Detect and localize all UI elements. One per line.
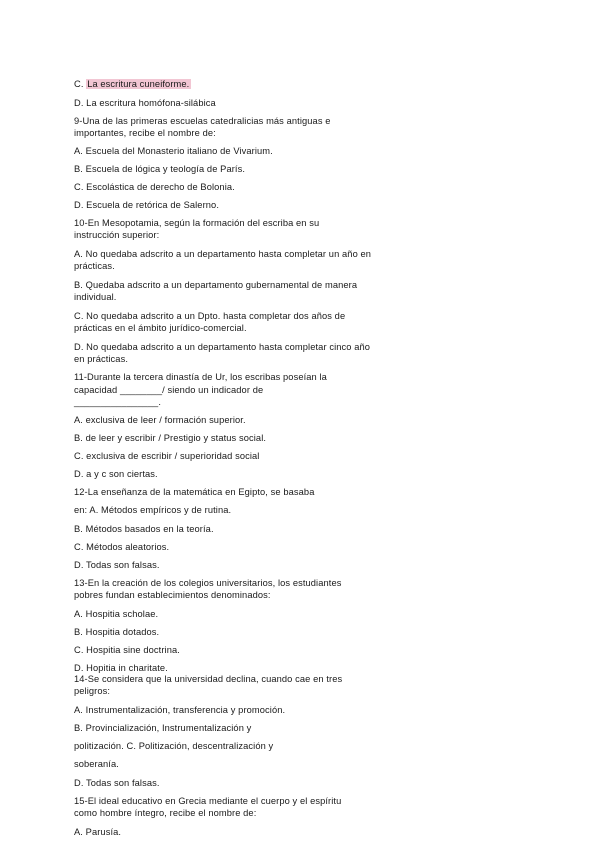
option-line: D. Todas son falsas. (74, 778, 160, 788)
text-line: D. La escritura homófona-silábica (74, 98, 216, 108)
option-line: prácticas en el ámbito jurídico-comercial. (74, 323, 247, 333)
option-line: A. exclusiva de leer / formación superior. (74, 415, 246, 425)
option-line: A. No quedaba adscrito a un departamento hasta completar un año en (74, 249, 372, 259)
option-line: en: A. Métodos empíricos y de rutina. (74, 505, 232, 515)
option-line: B. Escuela de lógica y teología de París. (74, 164, 246, 174)
question-line: instrucción superior: (74, 230, 160, 240)
option-line: B. Hospitia dotados. (74, 627, 160, 637)
question-line: peligros: (74, 686, 111, 696)
option-line: C. Escolástica de derecho de Bolonia. (74, 182, 235, 192)
question-line: 13-En la creación de los colegios universitarios, los estudiantes (74, 578, 342, 588)
option-line: politización. C. Politización, descentralización y (74, 741, 274, 751)
option-line: A. Instrumentalización, transferencia y promoción. (74, 705, 286, 715)
question-line: 14-Se considera que la universidad declina, cuando cae en tres (74, 674, 343, 684)
question-line: como hombre íntegro, recibe el nombre de: (74, 808, 257, 818)
option-line: B. Quedaba adscrito a un departamento gubernamental de manera (74, 280, 358, 290)
option-line: A. Hospitia scholae. (74, 609, 159, 619)
option-line: C. Hospitia sine doctrina. (74, 645, 180, 655)
option-line: C. No quedaba adscrito a un Dpto. hasta completar dos años de (74, 311, 346, 321)
option-line: prácticas. (74, 261, 115, 271)
text-line (74, 78, 191, 90)
question-line: 12-La enseñanza de la matemática en Egipto, se basaba (74, 487, 315, 497)
option-line: B. Métodos basados en la teoría. (74, 524, 214, 534)
option-line: D. Todas son falsas. (74, 560, 160, 570)
question-line: 10-En Mesopotamia, según la formación del escriba en su (74, 218, 320, 228)
option-line: en prácticas. (74, 354, 129, 364)
option-line: C. Métodos aleatorios. (74, 542, 170, 552)
option-line: individual. (74, 292, 117, 302)
question-line: pobres fundan establecimientos denominados: (74, 590, 271, 600)
question-line: 11-Durante la tercera dinastía de Ur, los escribas poseían la (74, 372, 327, 382)
option-line: D. Hopitia in charitate. (74, 663, 168, 673)
option-line: D. No quedaba adscrito a un departamento hasta completar cinco año (74, 342, 371, 352)
option-line: C. exclusiva de escribir / superioridad social (74, 451, 260, 461)
question-line: 15-El ideal educativo en Grecia mediante el cuerpo y el espíritu (74, 796, 342, 806)
option-line: A. Escuela del Monasterio italiano de Vivarium. (74, 146, 273, 156)
option-line: D. Escuela de retórica de Salerno. (74, 200, 219, 210)
question-line: ________________. (74, 397, 162, 407)
text-line-prefix: C. (74, 79, 87, 89)
highlighted-text: La escritura cuneiforme. (87, 79, 190, 89)
question-line: 9-Una de las primeras escuelas catedralicias más antiguas e (74, 116, 331, 126)
option-line: soberanía. (74, 759, 119, 769)
option-line: B. Provincialización, Instrumentalización y (74, 723, 252, 733)
option-line: D. a y c son ciertas. (74, 469, 158, 479)
option-line: A. Parusía. (74, 827, 122, 837)
question-line: importantes, recibe el nombre de: (74, 128, 216, 138)
option-line: B. de leer y escribir / Prestigio y status social. (74, 433, 267, 443)
question-line: capacidad ________/ siendo un indicador de (74, 385, 264, 395)
